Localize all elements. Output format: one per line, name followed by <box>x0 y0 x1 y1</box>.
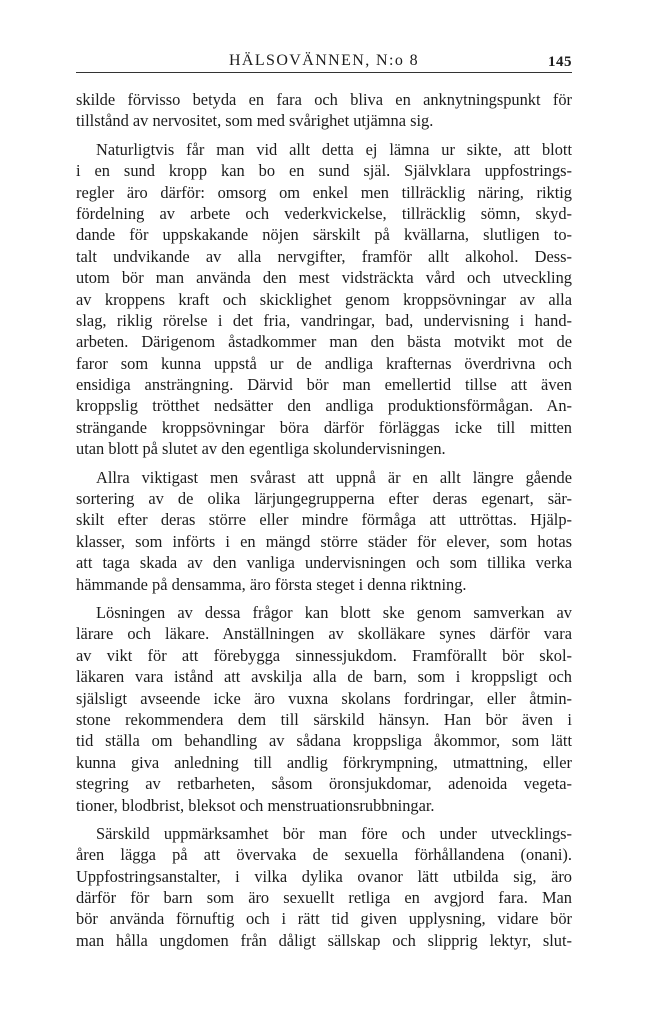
text-line: bör använda förnuftig och i rätt tid given upplysning, vidare bör <box>76 909 572 929</box>
text-line: själsligt avseende icke äro vuxna skolans fordringar, eller åtmin- <box>76 688 572 708</box>
paragraph <box>76 89 572 132</box>
text-line: stone rekommendera dem till särskild hänsyn. Han bör även i <box>76 709 572 729</box>
text-line: Lösningen av dessa frågor kan blott ske genom samverkan av <box>96 602 572 622</box>
text-line: därför för barn som äro sexuellt retliga en avgjord fara. Man <box>76 888 572 908</box>
text-line: regler äro därför: omsorg om enkel men tillräcklig näring, riktig <box>76 182 572 202</box>
text-line: läkaren vara istånd att avskilja alla de barn, som i kroppsligt och <box>76 667 572 687</box>
text-line: skilde förvisso betyda en fara och bliva en anknytningspunkt för <box>76 90 572 109</box>
text-line: att taga skada av den vanliga undervisningen och som tillika verka <box>76 553 572 573</box>
paragraph <box>76 823 572 951</box>
text-line: av vikt för att förebygga sinnessjukdom. Framförallt bör skol- <box>76 645 572 665</box>
text-line: strängande kroppsövningar böra därför förläggas icke till mitten <box>76 417 572 437</box>
text-line: lärare och läkare. Anställningen av skolläkare synes därför vara <box>76 624 572 644</box>
text-line: klasser, som införts i en mängd större städer för elever, som hotas <box>76 531 572 551</box>
text-line: kroppslig trötthet nedsätter den andliga produktionsförmågan. An- <box>76 396 572 416</box>
text-line: utom bör man använda den mest vidsträckta vård och utveckling <box>76 268 572 288</box>
text-line: Särskild uppmärksamhet bör man före och under utvecklings- <box>96 823 572 843</box>
text-line: skilt efter deras större eller mindre förmåga att uttröttas. Hjälp- <box>76 510 572 530</box>
text-line: tillstånd av nervositet, som med svårighet utjämna sig. <box>76 111 434 131</box>
page-number: 145 <box>548 54 572 70</box>
text-line: Uppfostringsanstalter, i vilka dylika ovanor lätt utbilda sig, äro <box>76 866 572 886</box>
text-line: sortering av de olika lärjungegrupperna efter deras egenart, sär- <box>76 489 572 509</box>
text-line: faror som kunna uppstå ur de andliga krafternas överdrivna och <box>76 353 572 373</box>
text-line: utan blott på slutet av den egentliga skolundervisningen. <box>76 439 446 459</box>
text-line: slag, riklig rörelse i det fria, vandringar, bad, undervisning i hand- <box>76 310 572 330</box>
paragraph <box>76 602 572 816</box>
text-line: talt undvikande av alla nervgifter, framför allt alkohol. Dess- <box>76 246 572 266</box>
text-line: av kroppens kraft och skicklighet genom kroppsövningar av alla <box>76 289 572 309</box>
paragraph <box>76 139 572 460</box>
text-line: tioner, blodbrist, bleksot och menstruationsrubbningar. <box>76 795 435 815</box>
text-line: hämmande på densamma, äro första steget i denna riktning. <box>76 574 467 594</box>
text-line: tid ställa om behandling av sådana kroppsliga åkommor, som lätt <box>76 731 572 751</box>
text-line: dande för uppskakande nöjen särskilt på kvällarna, slutligen to- <box>76 225 572 245</box>
text-line: man hålla ungdomen från dåligt sällskap och slipprig lektyr, slut- <box>76 930 572 950</box>
text-line: Naturligtvis får man vid allt detta ej lämna ur sikte, att blott <box>96 139 572 159</box>
text-line: kunna giva anledning till andlig förkrympning, utmattning, eller <box>76 752 572 772</box>
text-line: stegring av retbarheten, såsom öronsjukdomar, adenoida vegeta- <box>76 774 572 794</box>
text-line: ensidiga ansträngning. Därvid bör man emellertid tillse att även <box>76 375 572 395</box>
journal-title: HÄLSOVÄNNEN, N:o 8 <box>228 52 420 69</box>
running-header <box>76 50 572 73</box>
paragraph <box>76 467 572 595</box>
body-text <box>76 89 572 951</box>
text-line: fördelning av arbete och vederkvickelse, tillräcklig sömn, skyd- <box>76 203 572 223</box>
text-line: Allra viktigast men svårast att uppnå är en allt längre gående <box>96 467 572 487</box>
text-line: i en sund kropp kan bo en sund själ. Självklara uppfostrings- <box>76 161 572 181</box>
text-line: åren lägga på att övervaka de sexuella förhållandena (onani). <box>76 845 572 865</box>
text-line: arbeten. Därigenom åstadkommer man den bästa motvikt mot de <box>76 332 572 352</box>
